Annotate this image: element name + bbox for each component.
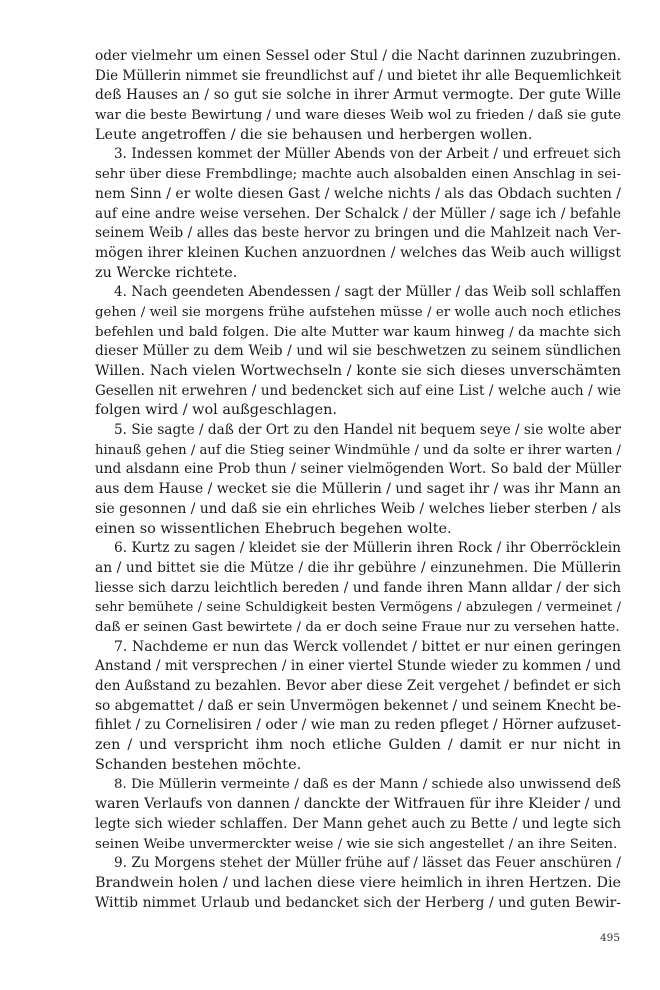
text-line: folgen wird / wol außgeschlagen. xyxy=(95,402,337,419)
text-line: seinem Weib / alles das beste hervor zu bringen und die Mahlzeit nach Ver- xyxy=(95,225,621,242)
text-line: 4. Nach geendeten Abendessen / sagt der Müller / das Weib soll schlaffen xyxy=(114,284,621,301)
text-line: Wittib nimmet Urlaub und bedancket sich der Herberg / und guten Bewir- xyxy=(95,894,621,911)
text-line: hinauß gehen / auf die Stieg seiner Windmühle / und da solte er ihrer warten / xyxy=(95,442,621,458)
text-line: 6. Kurtz zu sagen / kleidet sie der Müllerin ihren Rock / ihr Oberröcklein xyxy=(114,540,621,557)
text-line: so abgemattet / daß er sein Unvermögen bekennet / und seinem Knecht be- xyxy=(95,697,621,714)
text-line: zen / und verspricht ihm noch etliche Gulden / damit er nur nicht in xyxy=(95,737,621,754)
text-line: 3. Indessen kommet der Müller Abends von der Arbeit / und erfreuet sich xyxy=(114,146,621,163)
text-line: den Außstand zu bezahlen. Bevor aber diese Zeit vergehet / befindet er sich xyxy=(95,678,621,694)
page-text xyxy=(95,47,621,913)
text-line: liesse sich darzu leichtlich bereden / und fande ihren Mann alldar / der sich xyxy=(95,579,621,596)
text-line: war die beste Bewirtung / und ware dieses Weib wol zu frieden / daß sie gute xyxy=(95,108,621,124)
text-line: seinen Weibe unvermerckter weise / wie sie sich angestellet / an ihre Seiten. xyxy=(95,836,618,852)
text-line: Anstand / mit versprechen / in einer viertel Stunde wieder zu kommen / und xyxy=(95,658,621,675)
text-line: sehr über diese Frembdlinge; machte auch alsobalden einen Anschlag in sei- xyxy=(95,167,621,183)
text-line: waren Verlaufs von dannen / danckte der Witfrauen für ihre Kleider / und xyxy=(95,796,621,813)
text-line: 8. Die Müllerin vermeinte / daß es der Mann / schiede also unwissend deß xyxy=(114,777,621,793)
text-line: auf eine andre weise versehen. Der Schalck / der Müller / sage ich / befahle xyxy=(95,205,621,222)
text-line: einen so wissentlichen Ehebruch begehen wolte. xyxy=(95,520,452,537)
text-line: legte sich wieder schlaffen. Der Mann gehet auch zu Bette / und legte sich xyxy=(95,815,621,832)
text-line: daß er seinen Gast bewirtete / da er doch seine Fraue nur zu versehen hatte. xyxy=(95,619,620,635)
text-line: gehen / weil sie morgens frühe aufstehen müsse / er wolle auch noch etliches xyxy=(95,304,621,320)
text-line: zu Wercke richtete. xyxy=(95,264,238,281)
text-line: und alsdann eine Prob thun / seiner vielmögenden Wort. So bald der Müller xyxy=(95,461,621,478)
text-line: Brandwein holen / und lachen diese viere heimlich in ihren Hertzen. Die xyxy=(95,874,621,891)
text-line: Gesellen nit erwehren / und bedencket sich auf eine List / welche auch / wie xyxy=(95,382,621,399)
text-line: 5. Sie sagte / daß der Ort zu den Handel nit bequem seye / sie wolte aber xyxy=(114,422,621,439)
text-line: befehlen und bald folgen. Die alte Mutter war kaum hinweg / da machte sich xyxy=(95,324,621,340)
text-line: mögen ihrer kleinen Kuchen anzuordnen / welches das Weib auch willigst xyxy=(95,244,621,261)
text-line: sie gesonnen / und daß sie ein ehrliches Weib / welches lieber sterben / als xyxy=(95,500,621,517)
text-line: 7. Nachdeme er nun das Werck vollendet / bittet er nur einen geringen xyxy=(114,638,621,655)
text-line: nem Sinn / er wolte diesen Gast / welche nichts / als das Obdach suchten / xyxy=(95,185,621,202)
text-line: fihlet / zu Cornelisiren / oder / wie man zu reden pfleget / Hörner aufzuset- xyxy=(95,717,621,734)
page-number: 495 xyxy=(599,932,620,944)
text-line: deß Hauses an / so gut sie solche in ihrer Armut vermogte. Der gute Wille xyxy=(95,87,621,104)
text-line: aus dem Hause / wecket sie die Müllerin / und saget ihr / was ihr Mann an xyxy=(95,481,621,498)
text-line: Willen. Nach vielen Wortwechseln / konte sie sich dieses unverschämten xyxy=(95,363,621,379)
text-line: Die Müllerin nimmet sie freundlichst auf / und bietet ihr alle Bequemlichkeit xyxy=(95,67,621,84)
text-line: an / und bittet sie die Mütze / die ihr gebühre / einzunehmen. Die Müllerin xyxy=(95,559,621,576)
text-line: dieser Müller zu dem Weib / und wil sie beschwetzen zu seinem sündlichen xyxy=(95,343,621,360)
text-line: 9. Zu Morgens stehet der Müller frühe auf / lässet das Feuer anschüren / xyxy=(114,855,621,872)
text-line: oder vielmehr um einen Sessel oder Stul / die Nacht darinnen zuzubringen. xyxy=(95,48,621,64)
text-line: Schanden bestehen möchte. xyxy=(95,756,302,773)
text-line: Leute angetroffen / die sie behausen und herbergen wollen. xyxy=(95,126,533,143)
text-line: sehr bemühete / seine Schuldigkeit besten Vermögens / abzulegen / vermeinet / xyxy=(95,600,621,616)
